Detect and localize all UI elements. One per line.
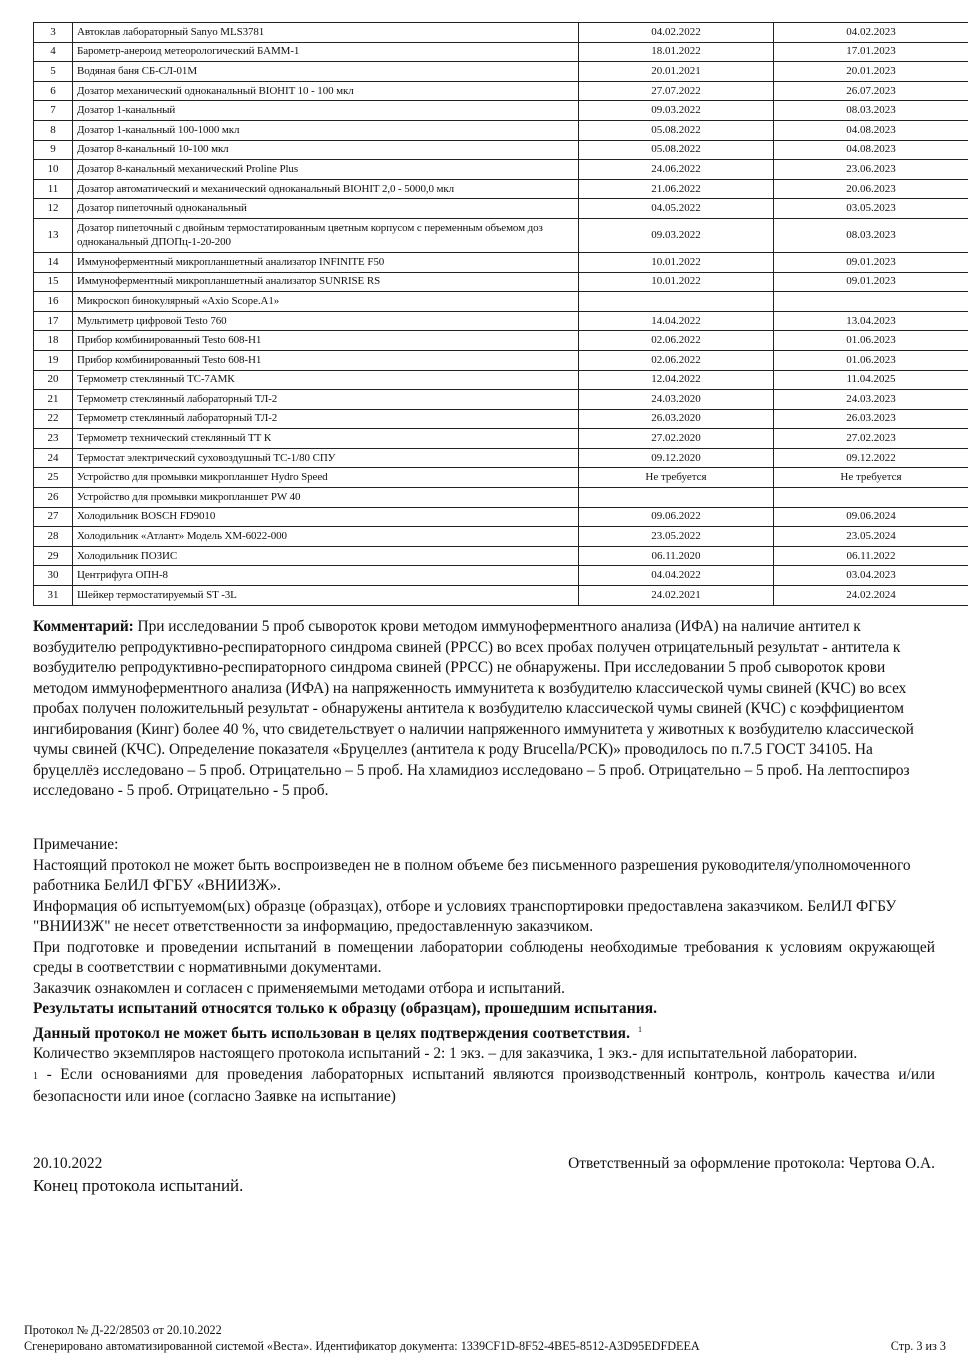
valid-until-date: 01.06.2023: [774, 350, 968, 370]
table-row: [34, 199, 968, 219]
table-row: [34, 252, 968, 272]
note-copies: Количество экземпляров настоящего протокола испытаний - 2: 1 экз. – для заказчика, 1 экз.- для испытательной лаборатории.: [33, 1045, 858, 1062]
equipment-name: Дозатор механический одноканальный BIOHIT 10 - 100 мкл: [73, 81, 579, 101]
row-number: 27: [34, 507, 73, 527]
valid-until-date: 09.01.2023: [774, 252, 968, 272]
table-row: [34, 42, 968, 62]
equipment-table: [33, 22, 968, 606]
verification-date: 12.04.2022: [579, 370, 774, 390]
valid-until-date: 06.11.2022: [774, 546, 968, 566]
note-not-for-conformity: [33, 1020, 935, 1045]
verification-date: 05.08.2022: [579, 140, 774, 160]
footnote-reference: 1: [638, 1024, 643, 1034]
row-number: 11: [34, 179, 73, 199]
row-number: 9: [34, 140, 73, 160]
equipment-name: Термометр стеклянный лабораторный ТЛ-2: [73, 390, 579, 410]
equipment-name: Шейкер термостатируемый ST -3L: [73, 586, 579, 606]
row-number: 16: [34, 292, 73, 312]
table-row: [34, 23, 968, 43]
verification-date: 27.07.2022: [579, 81, 774, 101]
equipment-name: Устройство для промывки микропланшет PW 40: [73, 488, 579, 508]
responsible-person: Ответственный за оформление протокола: Чертова О.А.: [568, 1155, 935, 1172]
valid-until-date: 09.12.2022: [774, 448, 968, 468]
footer-protocol-number: Протокол № Д-22/28503 от 20.10.2022: [24, 1323, 222, 1337]
equipment-name: Водяная баня СБ-СЛ-01М: [73, 62, 579, 82]
table-row: [34, 140, 968, 160]
equipment-name: Прибор комбинированный Testo 608-H1: [73, 331, 579, 351]
equipment-name: Автоклав лабораторный Sanyo MLS3781: [73, 23, 579, 43]
verification-date: 23.05.2022: [579, 527, 774, 547]
verification-date: 24.02.2021: [579, 586, 774, 606]
verification-date: 26.03.2020: [579, 409, 774, 429]
equipment-name: Холодильник BOSCH FD9010: [73, 507, 579, 527]
equipment-name: Дозатор 1-канальный: [73, 101, 579, 121]
table-row: [34, 429, 968, 449]
equipment-name: Устройство для промывки микропланшет Hydro Speed: [73, 468, 579, 488]
verification-date: 09.12.2020: [579, 448, 774, 468]
verification-date: 02.06.2022: [579, 331, 774, 351]
valid-until-date: 04.08.2023: [774, 140, 968, 160]
valid-until-date: 23.05.2024: [774, 527, 968, 547]
table-row: [34, 292, 968, 312]
row-number: 29: [34, 546, 73, 566]
footer-generated-by: Сгенерировано автоматизированной системой «Веста». Идентификатор документа: 1339CF1D-8F52-4BE5-8512-A3D95EDFDEEA: [24, 1339, 700, 1353]
valid-until-date: 17.01.2023: [774, 42, 968, 62]
valid-until-date: 20.01.2023: [774, 62, 968, 82]
table-row: [34, 448, 968, 468]
table-row: [34, 81, 968, 101]
verification-date: 02.06.2022: [579, 350, 774, 370]
valid-until-date: 01.06.2023: [774, 331, 968, 351]
valid-until-date: 13.04.2023: [774, 311, 968, 331]
verification-date: [579, 488, 774, 508]
valid-until-date: 24.03.2023: [774, 390, 968, 410]
valid-until-date: Не требуется: [774, 468, 968, 488]
equipment-name: Термометр стеклянный ТС-7АМК: [73, 370, 579, 390]
verification-date: 21.06.2022: [579, 179, 774, 199]
row-number: 12: [34, 199, 73, 219]
equipment-table-body: [34, 23, 968, 606]
valid-until-date: [774, 488, 968, 508]
table-row: [34, 546, 968, 566]
verification-date: [579, 292, 774, 312]
row-number: 5: [34, 62, 73, 82]
verification-date: 04.04.2022: [579, 566, 774, 586]
equipment-name: Иммуноферментный микропланшетный анализатор INFINITE F50: [73, 252, 579, 272]
verification-date: 09.03.2022: [579, 218, 774, 252]
note-conditions: При подготовке и проведении испытаний в помещении лаборатории соблюдены необходимые требования к условиям окружающей среды в соответствии с нормативными документами.: [33, 938, 935, 976]
row-number: 13: [34, 218, 73, 252]
table-row: [34, 272, 968, 292]
verification-date: 09.06.2022: [579, 507, 774, 527]
verification-date: 24.06.2022: [579, 160, 774, 180]
verification-date: 18.01.2022: [579, 42, 774, 62]
verification-date: 10.01.2022: [579, 252, 774, 272]
footnote-text: - Если основаниями для проведения лабораторных испытаний являются производственный контроль, контроль качества и/или безопасности или иное (согласно Заявке на испытание): [33, 1065, 935, 1105]
footnote: [33, 1065, 935, 1108]
valid-until-date: 20.06.2023: [774, 179, 968, 199]
row-number: 20: [34, 370, 73, 390]
notes-block: [33, 835, 935, 1108]
equipment-name: Термостат электрический суховоздушный ТС-1/80 СПУ: [73, 448, 579, 468]
row-number: 10: [34, 160, 73, 180]
equipment-name: Холодильник «Атлант» Модель ХМ-6022-000: [73, 527, 579, 547]
equipment-name: Дозатор 8-канальный 10-100 мкл: [73, 140, 579, 160]
valid-until-date: 26.07.2023: [774, 81, 968, 101]
comment-label: Комментарий:: [33, 618, 134, 635]
equipment-name: Микроскоп бинокулярный «Axio Scope.A1»: [73, 292, 579, 312]
valid-until-date: 03.04.2023: [774, 566, 968, 586]
valid-until-date: 08.03.2023: [774, 218, 968, 252]
verification-date: 04.02.2022: [579, 23, 774, 43]
equipment-name: Прибор комбинированный Testo 608-H1: [73, 350, 579, 370]
row-number: 6: [34, 81, 73, 101]
row-number: 23: [34, 429, 73, 449]
note-results-scope: Результаты испытаний относятся только к образцу (образцам), прошедшим испытания.: [33, 1000, 658, 1017]
valid-until-date: 03.05.2023: [774, 199, 968, 219]
table-row: [34, 527, 968, 547]
verification-date: 20.01.2021: [579, 62, 774, 82]
table-row: [34, 311, 968, 331]
signature-row: [33, 1153, 935, 1174]
equipment-name: Холодильник ПОЗИС: [73, 546, 579, 566]
valid-until-date: 27.02.2023: [774, 429, 968, 449]
valid-until-date: 04.02.2023: [774, 23, 968, 43]
note-reproduction: Настоящий протокол не может быть воспроизведен не в полном объеме без письменного разрешения руководителя/уполномоченного работника БелИЛ ФГБУ «ВНИИЗЖ».: [33, 856, 911, 894]
row-number: 31: [34, 586, 73, 606]
row-number: 25: [34, 468, 73, 488]
verification-date: 04.05.2022: [579, 199, 774, 219]
row-number: 24: [34, 448, 73, 468]
table-row: [34, 331, 968, 351]
table-row: [34, 160, 968, 180]
table-row: [34, 350, 968, 370]
table-row: [34, 586, 968, 606]
row-number: 15: [34, 272, 73, 292]
verification-date: Не требуется: [579, 468, 774, 488]
table-row: [34, 370, 968, 390]
equipment-name: Дозатор 1-канальный 100-1000 мкл: [73, 120, 579, 140]
equipment-name: Термометр стеклянный лабораторный ТЛ-2: [73, 409, 579, 429]
table-row: [34, 488, 968, 508]
equipment-name: Мультиметр цифровой Testo 760: [73, 311, 579, 331]
row-number: 8: [34, 120, 73, 140]
comment-text: При исследовании 5 проб сывороток крови методом иммуноферментного анализа (ИФА) на наличие антител к возбудителю репродуктивно-респираторного синдрома свиней (РРСС) во всех пробах получен отрицательный результат - антитела к возбудителю репродуктивно-респираторного синдрома свиней (РРСС) не обнаружены. При исследовании 5 проб сывороток крови методом иммуноферментного анализа (ИФА) на напряженность иммунитета к возбудителю классической чумы свиней (КЧС) во всех пробах получен положительный результат - обнаружены антитела к возбудителю классической чумы свиней (КЧС) с коэффициентом ингибирования (Кинг) более 40 %, что свидетельствует о наличии напряженного иммунитета у животных к возбудителю классической чумы свиней (КЧС). Определение показателя «Бруцеллез (антитела к роду Brucella/РСК)» проводилось по п.7.5 ГОСТ 34105. На бруцеллёз исследовано – 5 проб. Отрицательно – 5 проб. На хламидиоз исследовано – 5 проб. Отрицательно – 5 проб. На лептоспироз исследовано - 5 проб. Отрицательно - 5 проб.: [33, 618, 914, 799]
row-number: 14: [34, 252, 73, 272]
comment-block: [33, 617, 935, 802]
notes-heading: Примечание:: [33, 836, 119, 853]
footnote-mark: 1: [33, 1070, 38, 1082]
equipment-name: Иммуноферментный микропланшетный анализатор SUNRISE RS: [73, 272, 579, 292]
verification-date: 10.01.2022: [579, 272, 774, 292]
verification-date: 14.04.2022: [579, 311, 774, 331]
valid-until-date: 09.01.2023: [774, 272, 968, 292]
page-footer: [24, 1322, 946, 1354]
equipment-name: Дозатор автоматический и механический одноканальный BIOHIT 2,0 - 5000,0 мкл: [73, 179, 579, 199]
verification-date: 05.08.2022: [579, 120, 774, 140]
row-number: 4: [34, 42, 73, 62]
equipment-name: Дозатор 8-канальный механический Proline Plus: [73, 160, 579, 180]
verification-date: 27.02.2020: [579, 429, 774, 449]
signature-date: 20.10.2022: [33, 1155, 103, 1172]
verification-date: 09.03.2022: [579, 101, 774, 121]
row-number: 7: [34, 101, 73, 121]
valid-until-date: 23.06.2023: [774, 160, 968, 180]
valid-until-date: [774, 292, 968, 312]
equipment-name: Дозатор пипеточный одноканальный: [73, 199, 579, 219]
valid-until-date: 26.03.2023: [774, 409, 968, 429]
note-not-for-conformity-text: Данный протокол не может быть использован в целях подтверждения соответствия.: [33, 1024, 631, 1042]
table-row: [34, 179, 968, 199]
table-row: [34, 390, 968, 410]
table-row: [34, 101, 968, 121]
equipment-name: Термометр технический стеклянный ТТ К: [73, 429, 579, 449]
note-sample-info: Информация об испытуемом(ых) образце (образцах), отборе и условиях транспортировки предоставлена заказчиком. БелИЛ ФГБУ "ВНИИЗЖ" не несет ответственности за информацию, предоставленную заказчиком.: [33, 897, 897, 935]
valid-until-date: 24.02.2024: [774, 586, 968, 606]
footer-page-number: Стр. 3 из 3: [890, 1339, 946, 1353]
row-number: 22: [34, 409, 73, 429]
table-row: [34, 468, 968, 488]
table-row: [34, 218, 968, 252]
end-of-protocol: Конец протокола испытаний.: [33, 1176, 244, 1195]
table-row: [34, 566, 968, 586]
row-number: 28: [34, 527, 73, 547]
equipment-name: Дозатор пипеточный с двойным термостатированным цветным корпусом с переменным объемом доз одноканальный ДПОПц-1-20-200: [73, 218, 579, 252]
row-number: 30: [34, 566, 73, 586]
table-row: [34, 62, 968, 82]
table-row: [34, 409, 968, 429]
verification-date: 06.11.2020: [579, 546, 774, 566]
row-number: 3: [34, 23, 73, 43]
verification-date: 24.03.2020: [579, 390, 774, 410]
valid-until-date: 11.04.2025: [774, 370, 968, 390]
equipment-name: Центрифуга ОПН-8: [73, 566, 579, 586]
row-number: 19: [34, 350, 73, 370]
row-number: 21: [34, 390, 73, 410]
equipment-name: Барометр-анероид метеорологический БАММ-1: [73, 42, 579, 62]
row-number: 26: [34, 488, 73, 508]
row-number: 18: [34, 331, 73, 351]
row-number: 17: [34, 311, 73, 331]
valid-until-date: 09.06.2024: [774, 507, 968, 527]
table-row: [34, 507, 968, 527]
valid-until-date: 08.03.2023: [774, 101, 968, 121]
note-customer-agreed: Заказчик ознакомлен и согласен с применяемыми методами отбора и испытаний.: [33, 979, 565, 997]
table-row: [34, 120, 968, 140]
valid-until-date: 04.08.2023: [774, 120, 968, 140]
